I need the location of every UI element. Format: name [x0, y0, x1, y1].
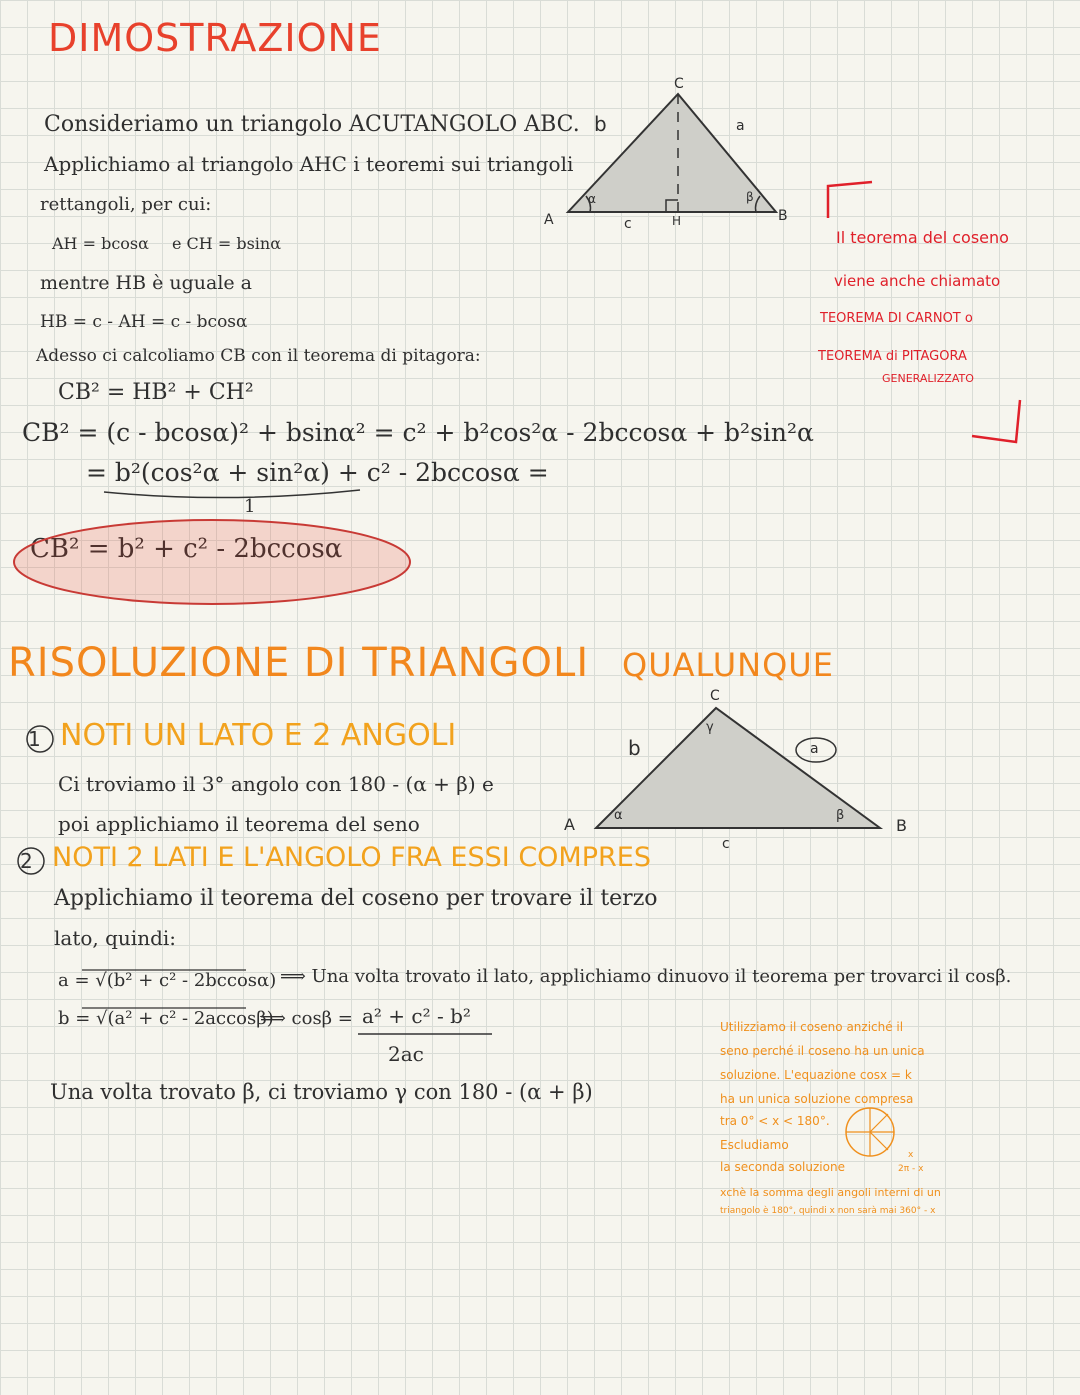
- fraction-denominator: 2ac: [388, 1042, 424, 1066]
- section-title-qualunque: QUALUNQUE: [622, 646, 834, 684]
- formula-b-arrow: ⟹ cosβ =: [260, 1008, 353, 1029]
- note-1-line-1: Il teorema del coseno: [836, 228, 1009, 247]
- case-2-line-1: Applichiamo il teorema del coseno per trovare il terzo: [54, 886, 658, 911]
- page-title: DIMOSTRAZIONE: [48, 16, 382, 60]
- equation-3-underbrace: [104, 490, 360, 498]
- tri1-side-c: c: [624, 216, 632, 232]
- proof-line-3: rettangoli, per cui:: [40, 194, 212, 215]
- note-1-line-5: GENERALIZZATO: [882, 372, 974, 385]
- tri2-side-a: a: [810, 741, 819, 757]
- formula-a: a = √(b² + c² - 2bccosα): [58, 970, 277, 991]
- proof-ch: e CH = bsinα: [172, 234, 282, 253]
- note-2-line-8: xchè la somma degli angoli interni di un: [720, 1186, 941, 1199]
- note-2-line-6: Escludiamo: [720, 1138, 789, 1152]
- case-1-title: NOTI UN LATO E 2 ANGOLI: [60, 718, 457, 753]
- note-2-circle-2pi-x: 2π - x: [898, 1164, 924, 1174]
- note-2-circle-x: x: [908, 1150, 914, 1160]
- note-2-line-1: Utilizziamo il coseno anziché il: [720, 1020, 904, 1034]
- case-2-number-circle: [18, 848, 44, 874]
- note-2-line-2: seno perché il coseno ha un unica: [720, 1044, 925, 1058]
- equation-3: = b²(cos²α + sin²α) + c² - 2bccosα =: [86, 458, 549, 487]
- note-1-corner-bottom: [972, 400, 1020, 442]
- tri1-side-b: b: [594, 112, 607, 136]
- note-1-line-3: TEOREMA DI CARNOT o: [820, 311, 973, 326]
- case-1-number: 1: [28, 727, 41, 751]
- proof-line-2: Applichiamo al triangolo AHC i teoremi sui triangoli: [44, 152, 574, 176]
- tri2-angle-beta: β: [836, 808, 845, 823]
- equation-2: CB² = (c - bcosα)² + bsinα² = c² + b²cos²α - 2bccosα + b²sin²α: [22, 418, 814, 447]
- tri2-angle-alpha: α: [614, 808, 623, 823]
- tri1-label-H: H: [672, 214, 682, 228]
- tri2-label-C: C: [710, 688, 720, 704]
- case-2-number: 2: [20, 849, 33, 873]
- equation-1: CB² = HB² + CH²: [58, 380, 254, 405]
- tri2-angle-gamma: γ: [706, 720, 714, 735]
- case-1-number-circle: [27, 726, 53, 752]
- case-2-title: NOTI 2 LATI E L'ANGOLO FRA ESSI COMPRES: [52, 842, 651, 873]
- note-2-line-7: la seconda soluzione: [720, 1160, 845, 1174]
- tri1-label-A: A: [544, 212, 554, 228]
- tri1-label-C: C: [674, 76, 684, 92]
- case-1-line-2: poi applichiamo il teorema del seno: [58, 812, 420, 836]
- note-1-line-2: viene anche chiamato: [834, 272, 1001, 290]
- note-1-corner-top: [828, 182, 872, 218]
- formula-b: b = √(a² + c² - 2accosβ): [58, 1008, 274, 1029]
- result-highlight: [14, 520, 410, 604]
- tri1-side-a: a: [736, 118, 745, 134]
- equation-3-one: 1: [244, 496, 256, 517]
- note-2-line-5: tra 0° < x < 180°.: [720, 1114, 830, 1128]
- proof-line-7: Adesso ci calcoliamo CB con il teorema di pitagora:: [36, 346, 481, 366]
- final-line: Una volta trovato β, ci troviamo γ con 180 - (α + β): [50, 1080, 593, 1104]
- proof-line-1: Consideriamo un triangolo ACUTANGOLO ABC.: [44, 112, 580, 137]
- tri2-side-b: b: [628, 736, 641, 760]
- tri2-side-c: c: [722, 836, 730, 852]
- proof-hb: HB = c - AH = c - bcosα: [40, 312, 248, 332]
- tri2-label-B: B: [896, 816, 907, 835]
- tri1-angle-alpha: α: [588, 192, 596, 206]
- proof-line-5: mentre HB è uguale a: [40, 272, 253, 294]
- tri1-label-B: B: [778, 208, 788, 224]
- note-2-line-4: ha un unica soluzione compresa: [720, 1092, 914, 1106]
- case-2-line-2: lato, quindi:: [54, 926, 177, 950]
- note-2-line-9: triangolo è 180°, quindi x non sarà mai 360° - x: [720, 1206, 936, 1216]
- proof-ah: AH = bcosα: [52, 234, 149, 253]
- fraction-numerator: a² + c² - b²: [362, 1004, 471, 1028]
- case-1-line-1: Ci troviamo il 3° angolo con 180 - (α + β) e: [58, 772, 494, 796]
- section-title: RISOLUZIONE DI TRIANGOLI: [8, 640, 590, 686]
- note-1-line-4: TEOREMA di PITAGORA: [818, 349, 967, 364]
- note-2-line-3: soluzione. L'equazione cosx = k: [720, 1068, 912, 1082]
- tri2-label-A: A: [564, 815, 575, 834]
- tri1-angle-beta: β: [746, 190, 754, 204]
- formula-a-note: ⟹ Una volta trovato il lato, applichiamo dinuovo il teorema per trovarci il cosβ.: [280, 966, 1012, 987]
